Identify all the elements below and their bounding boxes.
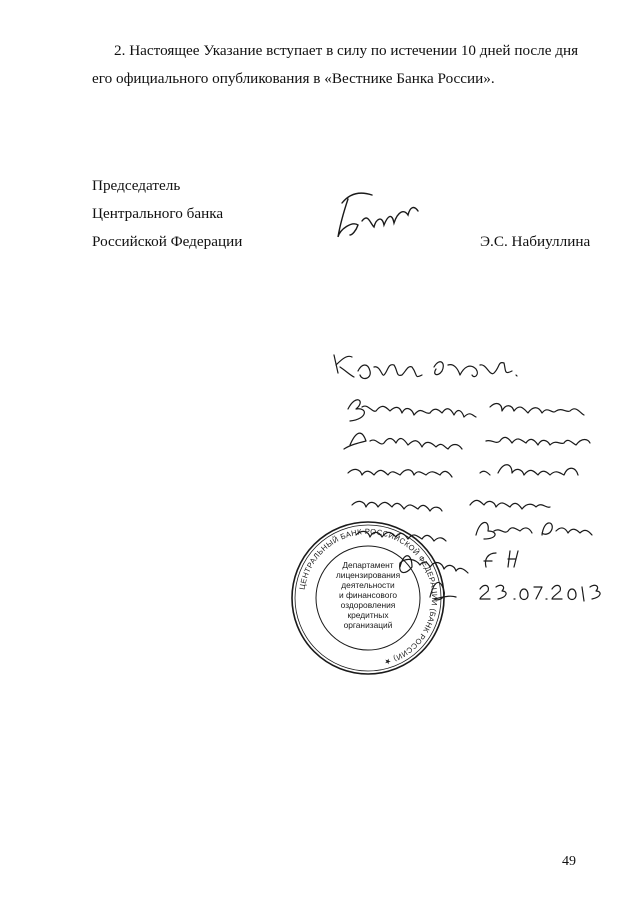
svg-text:лицензирования: лицензирования [335,570,401,580]
signer-name: Э.С. Набиуллина [480,233,591,250]
page-number: 49 [562,854,576,869]
paragraph-line-2: его официального опубликования в «Вестнике Банка России». [92,70,495,87]
signer-title-line-3: Российской Федерации [92,233,243,250]
svg-text:кредитных: кредитных [347,610,389,620]
signer-title [92,172,242,256]
official-seal [288,518,448,678]
signer-title-line-1: Председатель [92,177,181,194]
signature-image [330,185,430,245]
svg-text:оздоровления: оздоровления [340,600,396,610]
paragraph-2 [92,37,612,93]
signer-title-line-2: Центрального банка [92,205,224,222]
svg-text:деятельности: деятельности [341,580,395,590]
svg-text:организаций: организаций [343,620,393,630]
svg-text:и финансового: и финансового [339,590,397,600]
svg-text:Департамент: Департамент [342,560,394,570]
paragraph-line-1: 2. Настоящее Указание вступает в силу по истечении 10 дней после дня [114,42,579,59]
svg-text:ЦЕНТРАЛЬНЫЙ БАНК РОССИЙСКОЙ ФЕ: ЦЕНТРАЛЬНЫЙ БАНК РОССИЙСКОЙ ФЕДЕРАЦИИ (БАНК РОССИИ) ★ [297,526,440,667]
